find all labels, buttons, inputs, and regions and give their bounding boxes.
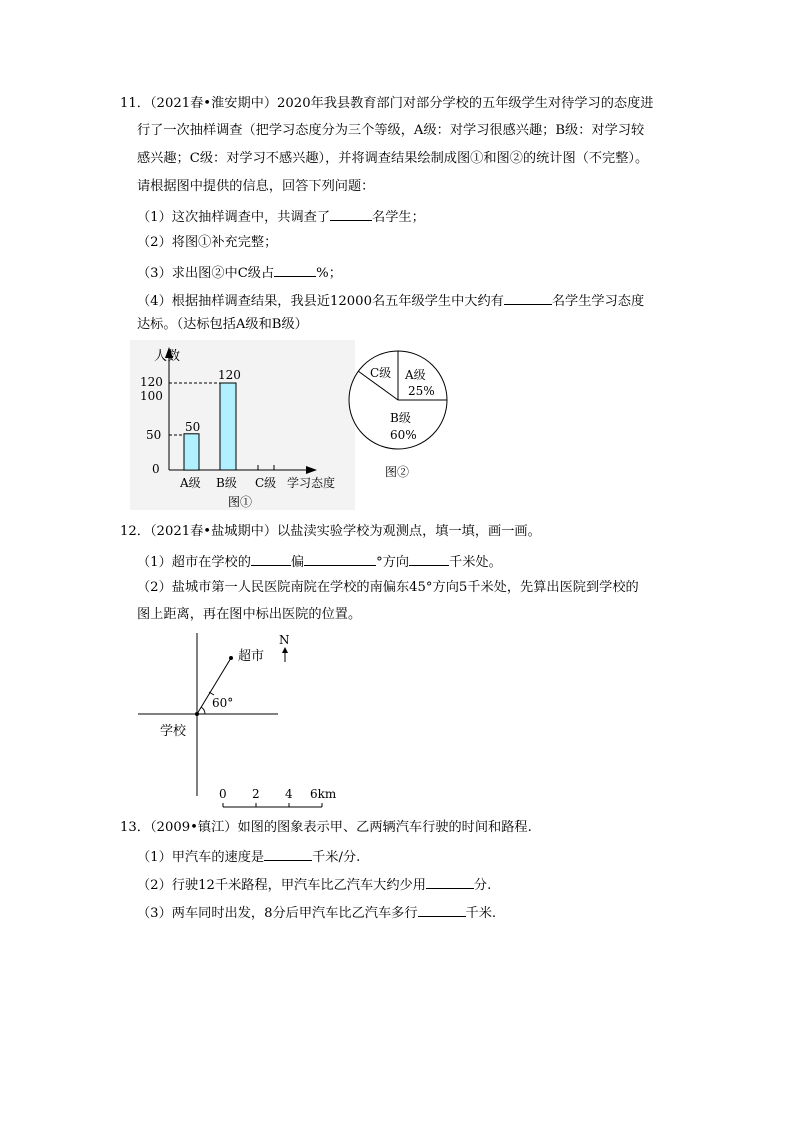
scale-2: 2: [252, 787, 260, 801]
q13-part1-text: （1）甲汽车的速度是: [137, 850, 265, 865]
ytick-100: 100: [140, 389, 163, 403]
q12-part1-tail: 千米处。: [449, 555, 502, 570]
ytick-0: 0: [152, 462, 160, 476]
q13-part2-tail: 分.: [473, 878, 492, 893]
pie-b-pct: 60%: [390, 428, 417, 442]
q12-part1: [137, 551, 502, 572]
q13-part3-tail: 千米.: [465, 906, 497, 921]
q13-blank-2[interactable]: [426, 874, 474, 889]
ytick-120: 120: [140, 375, 163, 389]
xtick-c: C级: [255, 476, 277, 490]
q11-part1-text: （1）这次抽样调查中，共调查了: [137, 210, 331, 225]
bar-chart-caption: 图①: [228, 495, 253, 509]
q11-blank-3[interactable]: [274, 262, 316, 277]
q13-part3: [137, 902, 496, 923]
pie-chart-caption: 图②: [385, 465, 410, 479]
bar-a: [184, 434, 199, 470]
angle-label: 60°: [212, 696, 234, 710]
pie-a-label: A级: [405, 368, 426, 382]
bar-chart: [130, 340, 355, 510]
q12-part1-deg: °方向: [376, 555, 410, 570]
north-label: N: [279, 633, 290, 647]
pie-a-pct: 25%: [408, 384, 435, 398]
bar-b: [220, 383, 236, 470]
q11-part3-tail: %；: [316, 266, 342, 281]
q11-part2: （2）将图①补充完整；: [137, 235, 278, 250]
q12-part1-text: （1）超市在学校的: [137, 555, 251, 570]
q13-part1-tail: 千米/分.: [312, 850, 361, 865]
pie-c-label: C级: [370, 366, 392, 380]
q12-blank-angle[interactable]: [304, 551, 376, 566]
scale-0: 0: [219, 787, 227, 801]
north-arrow-icon: [282, 647, 288, 653]
x-axis-label: 学习态度: [287, 476, 336, 490]
q13-part3-text: （3）两车同时出发，8分后甲汽车比乙汽车多行: [137, 906, 418, 921]
pie-chart: [345, 345, 455, 485]
q11-part1: [137, 206, 425, 227]
q11-part3-text: （3）求出图②中C级占: [137, 266, 275, 281]
q12-part2: （2）盐城市第一人民医院南院在学校的南偏东45°方向5千米处，先算出医院到学校的: [137, 580, 639, 595]
scale-6km: 6km: [310, 787, 337, 801]
y-axis-label: 人数: [154, 349, 181, 364]
q13-part2-text: （2）行驶12千米路程，甲汽车比乙汽车大约少用: [137, 878, 426, 893]
q12-line1: 12．（2021春•盐城期中）以盐渎实验学校为观测点，填一填，画一画。: [120, 524, 541, 539]
q11-part4: [137, 290, 644, 311]
q11-blank-4[interactable]: [504, 290, 552, 305]
q12-part1-pian: 偏: [290, 555, 305, 570]
xtick-b: B级: [216, 476, 237, 490]
xtick-a: A级: [180, 476, 201, 490]
q11-line2: 行了一次抽样调查（把学习态度分为三个等级，A级：对学习很感兴趣；B级：对学习较: [137, 123, 645, 138]
school-label: 学校: [160, 724, 187, 739]
q11-part3: [137, 262, 342, 283]
bar-b-value: 120: [218, 368, 241, 382]
q11-part4-text: （4）根据抽样调查结果，我县近12000名五年级学生中大约有: [137, 294, 504, 309]
q13-blank-1[interactable]: [264, 846, 312, 861]
pie-b-label: B级: [390, 411, 411, 425]
q11-line1: 11．（2021春•淮安期中）2020年我县教育部门对部分学校的五年级学生对待学习的态度进: [120, 96, 654, 111]
q11-line3: 感兴趣；C级：对学习不感兴趣），并将调查结果绘制成图①和图②的统计图（不完整）。: [137, 151, 649, 166]
q12-part2-cont: 图上距离，再在图中标出医院的位置。: [137, 607, 362, 622]
q13-line1: 13．（2009•镇江）如图的图象表示甲、乙两辆汽车行驶的时间和路程.: [120, 820, 532, 835]
direction-map: [130, 628, 350, 813]
bar-a-value: 50: [185, 420, 201, 434]
supermarket-label: 超市: [238, 649, 265, 664]
q11-part4-tail: 名学生学习态度: [551, 294, 645, 309]
q13-part2: [137, 874, 491, 895]
ytick-50: 50: [146, 428, 162, 442]
supermarket-point: [229, 656, 233, 660]
q11-part1-tail: 名学生；: [372, 210, 425, 225]
school-point: [195, 712, 199, 716]
q13-blank-3[interactable]: [418, 902, 466, 917]
q11-part4-cont: 达标。（达标包括A级和B级）: [137, 317, 308, 332]
q11-line4: 请根据图中提供的信息，回答下列问题：: [137, 179, 375, 194]
scale-4: 4: [285, 787, 293, 801]
q12-blank-distance[interactable]: [409, 551, 449, 566]
q11-blank-1[interactable]: [330, 206, 372, 221]
angle-arc: [201, 707, 205, 714]
q12-blank-direction[interactable]: [251, 551, 291, 566]
q13-part1: [137, 846, 360, 867]
